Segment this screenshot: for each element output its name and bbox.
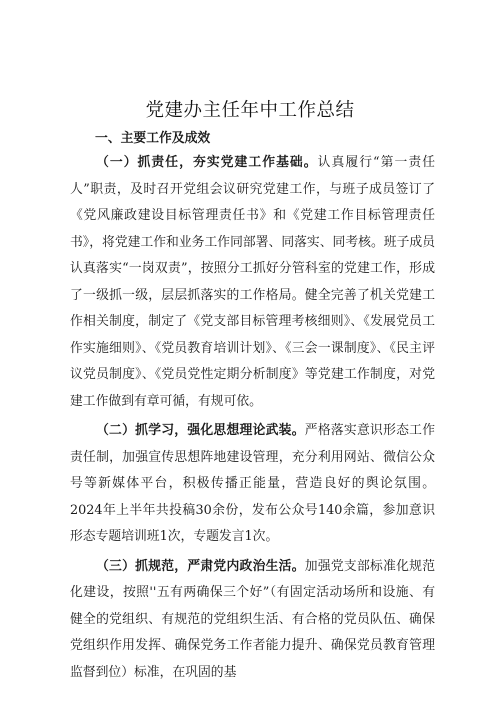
paragraph-1-lead: （一）抓责任，夯实党建工作基础。	[96, 155, 318, 170]
paragraph-2	[70, 418, 435, 551]
paragraph-3-lead: （三）抓规范，严肃党内政治生活。	[96, 558, 305, 574]
paragraph-1	[70, 150, 435, 415]
paragraph-1-text: 认真履行“第一责任人”职责，及时召开党组会议研究党建工作，与班子成员签订了《党风廉政建设目标管理责任书》和《党建工作目标管理责任书》，将党建工作和业务工作同部署、同落实、同考核。班子成员认真落实“一岗双责”，按照分工抓好分管科室的党建工作，形成了一级抓一级，层层抓落实的工作格局。健全完善了机关党建工作相关制度，制定了《党支部目标管理考核细则》、《发展党员工作实施细则》、《党员教育培训计划》、《三会一课制度》、《民主评议党员制度》、《党员党性定期分析制度》等党建工作制度，对党建工作做到有章可循，有规可依。	[70, 155, 436, 409]
document-body	[70, 128, 435, 686]
paragraph-3	[70, 554, 435, 687]
document-title: 党建办主任年中工作总结	[145, 100, 355, 121]
section-heading: 一、主要工作及成效	[95, 131, 211, 146]
paragraph-2-lead: （二）抓学习，强化思想理论武装。	[96, 423, 305, 438]
paragraph-2-text: 严格落实意识形态工作责任制，加强宣传思想阵地建设管理，充分利用网站、微信公众号等新媒体平台，积极传播正能量，营造良好的舆论氛围。2024年上半年共投稿30余份，发布公众号140余篇，参加意识形态专题培训班1次，专题发言1次。	[70, 423, 436, 544]
paragraph-3-text: 加强党支部标准化规范化建设，按照''五有两确保三个好”（有固定活动场所和设施、有健全的党组织、有规范的党组织生活、有合格的党员队伍、确保党组织作用发挥、确保党务工作者能力提升、确保党员教育管理监督到位）标准，在巩固的基	[70, 558, 436, 680]
